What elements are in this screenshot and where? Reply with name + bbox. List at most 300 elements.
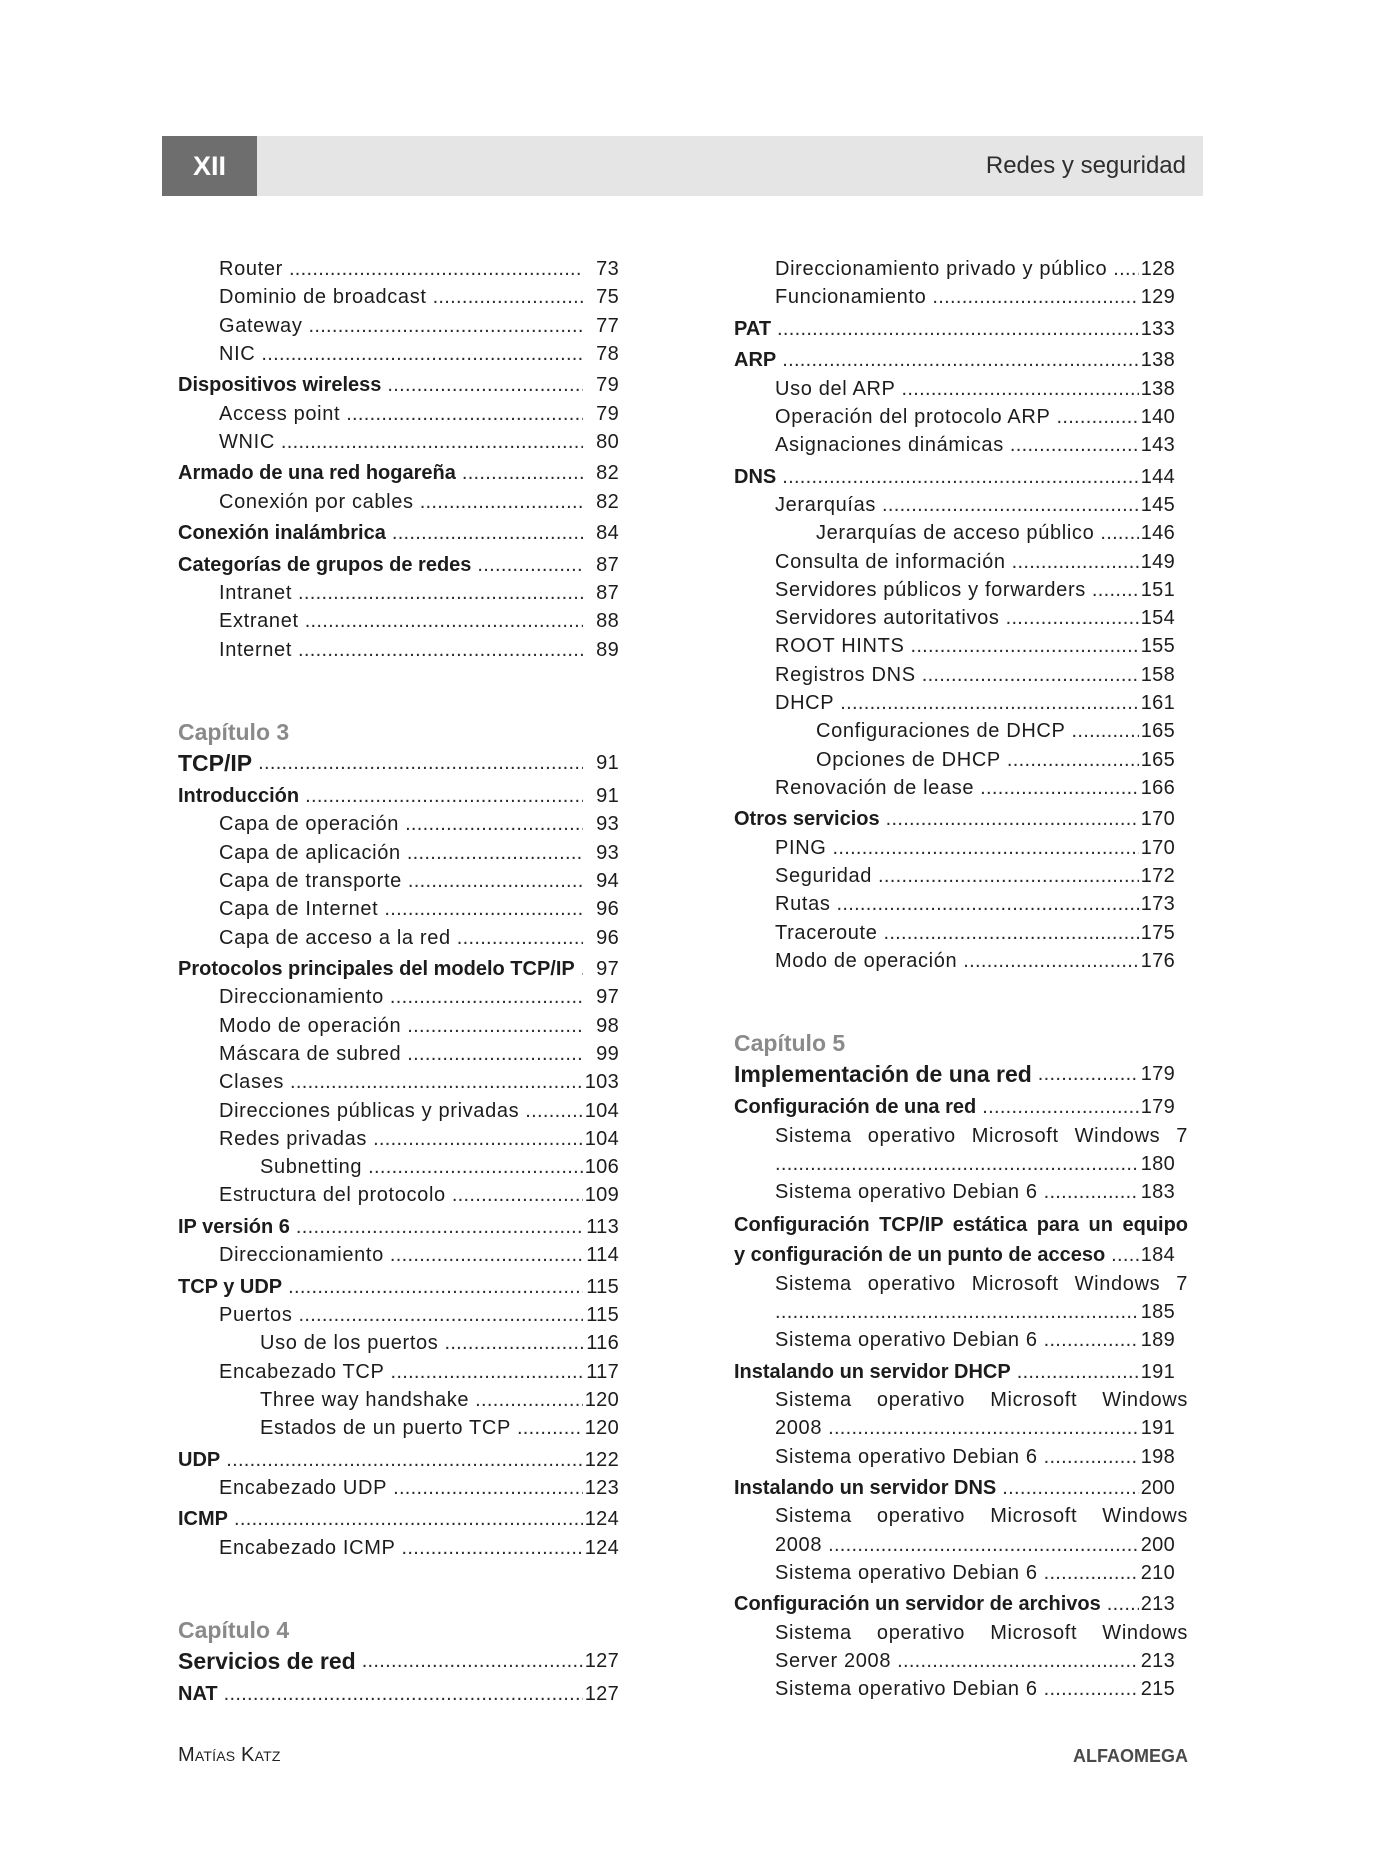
dot-leader [433,283,583,311]
toc-entry-row [219,895,619,923]
toc-subsection-entry [734,632,1175,660]
toc-entry-title: Modo de operación [775,949,958,972]
toc-entry-title: Seguridad [775,864,873,887]
toc-entry-title: Direccionamiento privado y público [775,258,1108,280]
dot-leader [387,371,583,399]
toc-subsection-entry [178,340,619,368]
toc-page-number: 184 [1140,1244,1175,1267]
toc-subsection-entry [734,576,1175,604]
toc-page-number: 179 [1140,1063,1175,1086]
toc-page-number: 145 [1140,493,1175,516]
toc-section-entry [178,1213,619,1241]
dot-leader [290,1068,583,1096]
toc-section-entry [178,782,619,810]
toc-entry-row [775,890,1175,918]
toc-subsection-entry [178,924,619,952]
dot-leader [1017,1358,1139,1386]
toc-entry-title: Router [219,258,283,280]
toc-entry-row [178,1446,619,1474]
toc-section-entry [178,955,619,983]
toc-page-number: 89 [596,638,619,661]
dot-leader [457,924,583,952]
dot-leader [420,488,583,516]
dot-leader [234,1505,583,1533]
toc-page-number: 210 [1140,1561,1175,1584]
toc-section-entry [178,371,619,399]
toc-entry-title: NAT [178,1683,218,1706]
toc-entry-title: Estructura del protocolo [219,1184,446,1207]
toc-entry-title: ROOT HINTS [775,635,905,658]
toc-entry-row [219,1358,619,1386]
toc-entry-row [734,805,1175,833]
toc-subsection-entry [178,400,619,428]
dot-leader [1044,1178,1139,1206]
dot-leader [932,283,1139,311]
dot-leader [1038,1059,1139,1090]
toc-entry-title: y configuración de un punto de acceso [734,1244,1106,1267]
toc-page-number: 200 [1140,1476,1175,1499]
toc-page-number: 166 [1140,776,1175,799]
dot-leader [1044,1675,1139,1703]
dot-leader [408,867,583,895]
toc-page-number: 179 [1140,1096,1175,1119]
toc-entry-title: Extranet [219,610,299,633]
toc-entry-title: Conexión por cables [219,490,414,513]
toc-entry-row [775,431,1175,459]
dot-leader [226,1446,583,1474]
toc-entry-row [775,1559,1175,1587]
toc-page-number: 124 [584,1536,619,1559]
toc-page-number: 215 [1140,1678,1175,1701]
toc-page-number: 146 [1140,522,1175,545]
toc-entry-row [219,1125,619,1153]
toc-entry-row [219,312,619,340]
toc-entry-title: Sistema operativo Debian 6 [775,1445,1038,1468]
toc-entry-title: DNS [734,465,777,488]
toc-subsection-entry [734,375,1175,403]
toc-entry-title-line: Sistema operativo Microsoft Windows [775,1621,1188,1644]
toc-entry-title: PING [775,836,827,859]
toc-entry-row [775,375,1175,403]
toc-page-number: 191 [1140,1360,1175,1383]
toc-subsection-entry [734,1326,1175,1354]
toc-section-entry [734,805,1175,833]
dot-leader [308,312,583,340]
dot-leader [224,1680,583,1708]
toc-section-entry [734,1474,1175,1502]
dot-leader [837,890,1140,918]
toc-entry-row [775,1150,1175,1178]
toc-subsection-entry [178,1153,619,1181]
toc-subsection-entry [734,919,1175,947]
toc-entry-row [219,400,619,428]
chapter-title-row [178,748,619,779]
toc-entry-title: Modo de operación [219,1014,402,1037]
toc-page-number: 98 [596,1014,619,1037]
toc-subsection-entry [178,839,619,867]
toc-entry-title: Sistema operativo Debian 6 [775,1329,1038,1352]
toc-entry-title: Three way handshake [260,1388,470,1411]
dot-leader [305,782,583,810]
toc-page-number: 191 [1140,1417,1175,1440]
toc-column-right [734,255,1188,1704]
toc-entry-title-line: Sistema operativo Microsoft Windows 7 [775,1272,1188,1295]
chapter-heading [178,1614,619,1677]
dot-leader [362,1646,583,1677]
toc-entry-row [178,1213,619,1241]
toc-page-number: 82 [596,462,619,485]
toc-entry-row [775,862,1175,890]
toc-page-number: 189 [1140,1329,1175,1352]
toc-page-number: 96 [596,898,619,921]
toc-page-number: 155 [1140,635,1175,658]
dot-leader [782,346,1139,374]
toc-entry-row [219,810,619,838]
toc-entry-row [775,1298,1175,1326]
toc-entry-title: Sistema operativo Debian 6 [775,1678,1038,1701]
toc-entry-row [775,661,1175,689]
toc-entry-row [178,782,619,810]
toc-entry-title: DHCP [775,692,835,715]
toc-entry-title: Direccionamiento [219,986,384,1009]
toc-entry-row [734,1241,1175,1269]
toc-entry-row [734,346,1175,374]
toc-entry-row [734,315,1175,343]
toc-page-number: 129 [1140,286,1175,309]
toc-entry-row [775,1647,1175,1675]
dot-leader [475,1386,583,1414]
toc-entry-title: Sistema operativo Debian 6 [775,1181,1038,1204]
toc-section-entry [178,1680,619,1708]
toc-page-number: 158 [1140,663,1175,686]
toc-entry-row [219,1301,619,1329]
toc-entry-row [260,1386,619,1414]
toc-entry-title: Internet [219,638,293,661]
dot-leader [477,551,583,579]
chapter-title: Implementación de una red [734,1061,1032,1088]
toc-subsection-entry [734,1270,1188,1327]
toc-entry-row [775,834,1175,862]
toc-subsection-entry [734,403,1175,431]
dot-leader [886,805,1139,833]
toc-subsection-entry [178,1125,619,1153]
toc-page-number: 73 [596,258,619,280]
dot-leader [296,1213,583,1241]
dot-leader [1044,1559,1139,1587]
dot-leader [833,834,1140,862]
dot-leader [910,632,1139,660]
toc-subsection-entry [178,607,619,635]
toc-entry-title: Asignaciones dinámicas [775,434,1004,457]
toc-entry-row [219,579,619,607]
dot-leader [305,607,583,635]
toc-entry-title: 2008 [775,1533,823,1556]
chapter-title-row [734,1059,1175,1090]
toc-entry-row [219,839,619,867]
toc-subsection-entry [734,1559,1175,1587]
toc-page-number: 122 [584,1448,619,1471]
toc-section-entry [734,1358,1175,1386]
toc-subsection-entry [178,867,619,895]
toc-subsection-entry [178,1358,619,1386]
dot-leader [828,1531,1139,1559]
toc-entry-title: NIC [219,342,256,365]
toc-entry-title: Direcciones públicas y privadas [219,1099,520,1122]
toc-entry-row [219,1097,619,1125]
dot-leader [407,1040,583,1068]
toc-page-number: 116 [586,1332,619,1355]
toc-page-number: 213 [1140,1649,1175,1672]
toc-page-number: 114 [586,1244,619,1267]
toc-page-number: 172 [1140,864,1175,887]
toc-page-number: 78 [596,342,619,365]
toc-page-number: 161 [1140,692,1175,715]
toc-entry-row [775,403,1175,431]
toc-subsection-entry [734,890,1175,918]
toc-page-number: 93 [596,841,619,864]
dot-leader [1002,1474,1139,1502]
footer-author: Matías Katz [178,1744,281,1766]
toc-page-number: 128 [1140,258,1175,280]
chapter-label: Capítulo 3 [178,718,290,745]
toc-page-number: 127 [584,1650,619,1673]
dot-leader [1044,1443,1139,1471]
dot-leader [1056,403,1139,431]
toc-entry-title: Encabezado UDP [219,1476,388,1499]
toc-subsection-entry [734,1443,1175,1471]
toc-entry-row [734,1358,1175,1386]
dot-leader [963,947,1139,975]
toc-entry-row [775,1414,1175,1442]
toc-entry-title: PAT [734,317,772,340]
dot-leader [775,1298,1139,1326]
toc-subsection-entry [178,255,619,283]
toc-entry-title: Protocolos principales del modelo TCP/IP [178,958,575,981]
dot-leader [298,1301,583,1329]
toc-entry-row [816,746,1175,774]
toc-subsection-entry [178,579,619,607]
toc-entry-title: Clases [219,1071,285,1094]
dot-leader [1012,548,1139,576]
toc-entry-row [219,1012,619,1040]
toc-subsection-entry [734,431,1175,459]
toc-entry-title: Redes privadas [219,1127,368,1150]
toc-entry-row [775,632,1175,660]
toc-page-number: 138 [1140,349,1175,372]
dot-leader [407,839,583,867]
toc-entry-title: Conexión inalámbrica [178,522,386,545]
dot-leader [982,1093,1139,1121]
dot-leader [281,428,583,456]
toc-section-entry [178,1505,619,1533]
toc-entry-title: Funcionamiento [775,286,927,309]
toc-entry-row [219,340,619,368]
toc-entry-title: Configuración de una red [734,1096,977,1119]
toc-page-number: 151 [1140,578,1175,601]
toc-subsection-entry [734,283,1175,311]
toc-subsection-entry [178,1414,619,1442]
toc-page-number: 93 [596,813,619,836]
toc-section-entry [734,1590,1175,1618]
toc-entry-title: Capa de aplicación [219,841,401,864]
dot-leader [883,919,1139,947]
toc-entry-title: ICMP [178,1508,228,1531]
toc-entry-title: Instalando un servidor DHCP [734,1360,1011,1383]
toc-entry-row [734,463,1175,491]
toc-section-entry [178,519,619,547]
toc-entry-title: Jerarquías de acceso público [816,522,1095,545]
toc-page-number: 170 [1140,836,1175,859]
dot-leader [289,255,583,283]
toc-subsection-entry [734,1502,1188,1559]
toc-entry-title: Dispositivos wireless [178,374,382,397]
dot-leader [782,463,1139,491]
toc-entry-row [734,1474,1175,1502]
dot-leader [840,689,1139,717]
toc-entry-title: Capa de Internet [219,898,379,921]
toc-page-number: 133 [1140,317,1175,340]
toc-entry-row [219,867,619,895]
toc-subsection-entry [178,283,619,311]
dot-leader [902,375,1139,403]
toc-page-number: 87 [596,553,619,576]
toc-entry-row [219,283,619,311]
chapter-title: Servicios de red [178,1648,356,1675]
chapter-label: Capítulo 4 [178,1617,290,1644]
toc-entry-row [775,255,1175,283]
chapter-title-row [178,1646,619,1677]
toc-page-number: 103 [584,1071,619,1094]
toc-subsection-entry [178,1241,619,1269]
toc-entry-title: Subnetting [260,1156,363,1179]
toc-entry-title-line: Sistema operativo Microsoft Windows [775,1388,1188,1411]
toc-subsection-entry [178,488,619,516]
toc-entry-row [260,1153,619,1181]
toc-subsection-entry [178,1329,619,1357]
dot-leader [1113,255,1139,283]
toc-subsection-entry [734,604,1175,632]
toc-entry-row [260,1329,619,1357]
dot-leader [384,895,583,923]
toc-section-entry [178,1273,619,1301]
toc-page-number: 113 [586,1215,619,1238]
toc-entry-row [219,428,619,456]
toc-page-number: 106 [584,1156,619,1179]
toc-entry-title: Traceroute [775,921,878,944]
toc-entry-row [178,1505,619,1533]
toc-page-number: 87 [596,582,619,605]
toc-page-number: 200 [1140,1533,1175,1556]
toc-entry-title: IP versión 6 [178,1215,290,1238]
toc-entry-row [178,1680,619,1708]
toc-page-number: 115 [586,1275,619,1298]
toc-page-number: 198 [1140,1445,1175,1468]
toc-entry-row [775,1178,1175,1206]
toc-entry-row [178,459,619,487]
toc-entry-title: Sistema operativo Debian 6 [775,1561,1038,1584]
toc-entry-title: Dominio de broadcast [219,286,427,309]
toc-page-number: 138 [1140,377,1175,400]
toc-subsection-entry [178,895,619,923]
toc-page-number: 144 [1140,465,1175,488]
toc-section-entry [734,315,1175,343]
toc-subsection-entry [734,689,1175,717]
toc-subsection-entry [734,491,1175,519]
toc-subsection-entry [734,717,1175,745]
toc-subsection-entry [178,428,619,456]
toc-subsection-entry [178,312,619,340]
toc-subsection-entry [734,255,1175,283]
dot-leader [878,862,1139,890]
toc-entry-row [219,1040,619,1068]
toc-subsection-entry [734,1178,1175,1206]
running-header [162,136,1203,196]
page-number-label: XII [162,136,257,196]
toc-page-number: 79 [596,374,619,397]
toc-page-number: 185 [1140,1300,1175,1323]
toc-entry-row [178,519,619,547]
toc-page-number: 115 [586,1304,619,1326]
toc-page-number: 173 [1140,893,1175,916]
toc-page-number: 96 [596,926,619,949]
dot-leader [390,1241,583,1269]
dot-leader [373,1125,583,1153]
chapter-label: Capítulo 5 [734,1030,846,1057]
dot-leader [1107,1590,1139,1618]
toc-subsection-entry [178,1181,619,1209]
toc-page-number: 79 [596,402,619,425]
toc-section-entry [178,551,619,579]
toc-subsection-entry [734,1619,1188,1676]
toc-page-number: 120 [584,1388,619,1411]
toc-subsection-entry [734,661,1175,689]
toc-page-number: 91 [596,751,619,774]
footer-publisher: ALFAOMEGA [1073,1746,1188,1766]
toc-entry-title: Puertos [219,1304,293,1326]
chapter-heading [178,716,619,779]
dot-leader [462,459,583,487]
toc-entry-row [775,1443,1175,1471]
dot-leader [1100,519,1139,547]
toc-entry-row [260,1414,619,1442]
toc-entry-row [219,983,619,1011]
dot-leader [1044,1326,1139,1354]
toc-entry-row [816,717,1175,745]
toc-entry-row [178,371,619,399]
dot-leader [1092,576,1139,604]
toc-subsection-entry [178,1068,619,1096]
toc-entry-title: Armado de una red hogareña [178,462,456,485]
toc-page-number: 80 [596,430,619,453]
toc-subsection-entry [178,810,619,838]
toc-subsection-entry [178,1097,619,1125]
toc-subsection-entry [734,1675,1175,1703]
toc-entry-row [775,576,1175,604]
toc-entry-row [734,1590,1175,1618]
toc-entry-row [219,924,619,952]
toc-entry-title: Rutas [775,893,831,916]
toc-subsection-entry [734,1386,1188,1443]
toc-entry-title: Consulta de información [775,550,1006,573]
dot-leader [897,1647,1139,1675]
dot-leader [402,1534,583,1562]
toc-entry-title: Servidores autoritativos [775,607,1000,630]
dot-leader [1072,717,1139,745]
dot-leader [258,748,583,779]
toc-entry-row [219,636,619,664]
toc-entry-row [219,607,619,635]
toc-entry-row [775,774,1175,802]
